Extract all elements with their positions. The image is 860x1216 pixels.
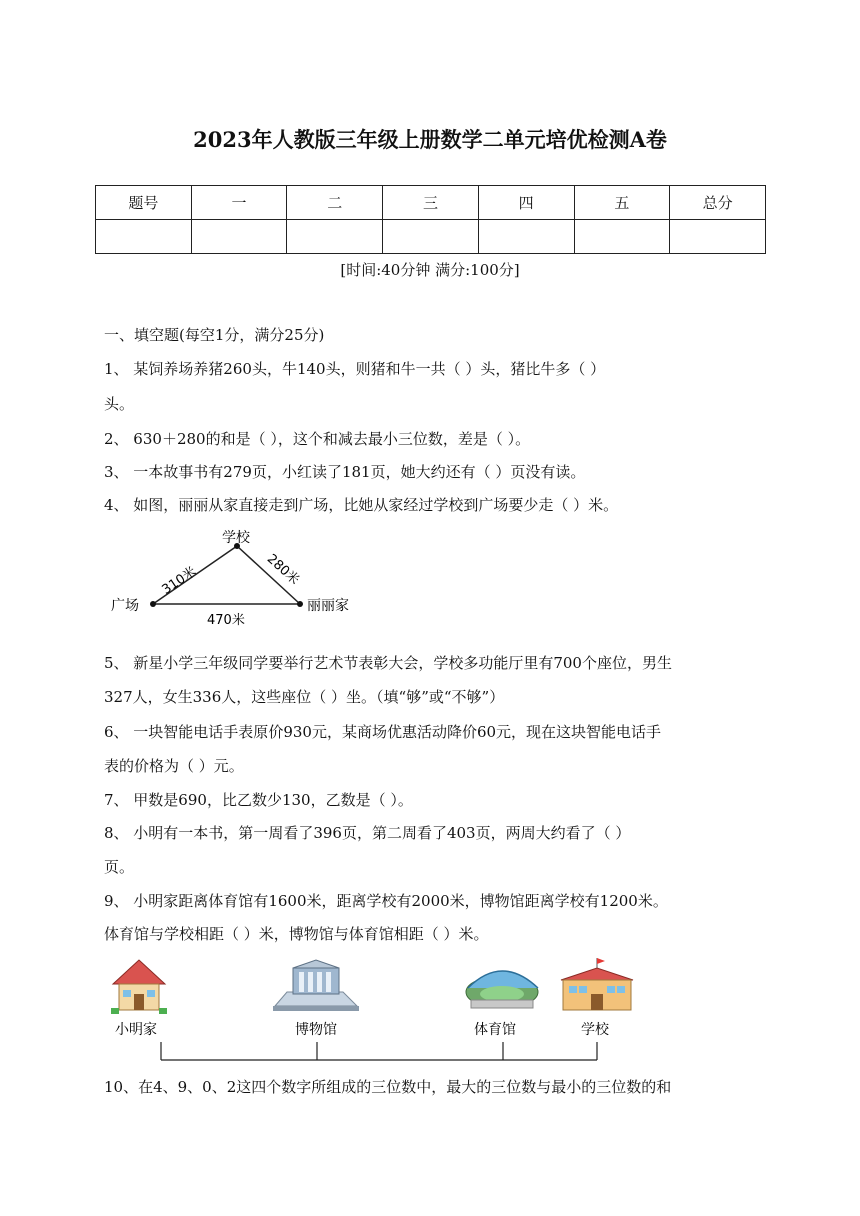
question-9-cont: 体育馆与学校相距（ ）米，博物馆与体育馆相距（ ）米。 (104, 925, 489, 943)
question-1: 1、 某饲养场养猪260头，牛140头，则猪和牛一共（ ）头，猪比牛多（ ） (104, 360, 606, 378)
question-4: 4、 如图，丽丽从家直接走到广场，比她从家经过学校到广场要少走（ ）米。 (104, 496, 619, 514)
score-header-cell: 五 (574, 186, 670, 220)
triangle-figure (105, 528, 365, 632)
square-label: 广场 (111, 598, 139, 614)
side-label-310: 310米 (159, 564, 200, 598)
score-value-cell[interactable] (191, 220, 287, 254)
question-8: 8、 小明有一本书，第一周看了396页，第二周看了403页，两周大约看了（ ） (104, 824, 631, 842)
home-label: 丽丽家 (307, 598, 349, 614)
museum-icon (273, 960, 359, 1011)
score-value-cell[interactable] (574, 220, 670, 254)
place-label-museum: 博物馆 (295, 1022, 337, 1038)
question-2: 2、 630＋280的和是（ ），这个和减去最小三位数，差是（ ）。 (104, 430, 531, 448)
score-header-cell: 二 (287, 186, 383, 220)
question-9: 9、 小明家距离体育馆有1600米，距离学校有2000米，博物馆距离学校有1200米。 (104, 892, 668, 910)
exam-info: [时间:40分钟 满分:100分] (340, 261, 520, 279)
score-header-cell: 题号 (96, 186, 192, 220)
score-value-cell[interactable] (383, 220, 479, 254)
question-10: 10、在4、9、0、2这四个数字所组成的三位数中，最大的三位数与最小的三位数的和 (104, 1078, 672, 1096)
question-1-cont: 头。 (104, 395, 135, 413)
score-table (95, 185, 766, 254)
score-table-header-row (96, 186, 766, 220)
score-value-cell[interactable] (287, 220, 383, 254)
stadium-icon (466, 971, 538, 1008)
question-6-cont: 表的价格为（ ）元。 (104, 757, 244, 775)
place-label-school: 学校 (581, 1022, 609, 1038)
side-label-470: 470米 (207, 613, 245, 628)
home-point (297, 601, 303, 607)
square-point (150, 601, 156, 607)
score-header-cell: 四 (478, 186, 574, 220)
score-table-value-row (96, 220, 766, 254)
score-value-cell[interactable] (96, 220, 192, 254)
place-label-stadium: 体育馆 (474, 1022, 516, 1038)
section-heading: 一、填空题(每空1分，满分25分) (104, 326, 325, 344)
place-label-home: 小明家 (115, 1022, 157, 1038)
question-5: 5、 新星小学三年级同学要举行艺术节表彰大会，学校多功能厅里有700个座位，男生 (104, 654, 672, 672)
score-header-cell: 总分 (670, 186, 766, 220)
question-7: 7、 甲数是690，比乙数少130，乙数是（ ）。 (104, 791, 413, 809)
question-6: 6、 一块智能电话手表原价930元，某商场优惠活动降价60元，现在这块智能电话手 (104, 723, 662, 741)
school-label: 学校 (222, 530, 250, 546)
house-icon (111, 960, 167, 1014)
score-value-cell[interactable] (670, 220, 766, 254)
score-value-cell[interactable] (478, 220, 574, 254)
side-label-280: 280米 (263, 551, 302, 589)
question-8-cont: 页。 (104, 858, 135, 876)
school-icon (561, 958, 633, 1010)
score-header-cell: 一 (191, 186, 287, 220)
question-3: 3、 一本故事书有279页，小红读了181页，她大约还有（ ）页没有读。 (104, 463, 586, 481)
score-header-cell: 三 (383, 186, 479, 220)
places-figure (105, 954, 645, 1066)
page-title: 2023年人教版三年级上册数学二单元培优检测A卷 (193, 127, 667, 152)
question-5-cont: 327人，女生336人，这些座位（ ）坐。（填“够”或“不够”） (104, 688, 505, 706)
